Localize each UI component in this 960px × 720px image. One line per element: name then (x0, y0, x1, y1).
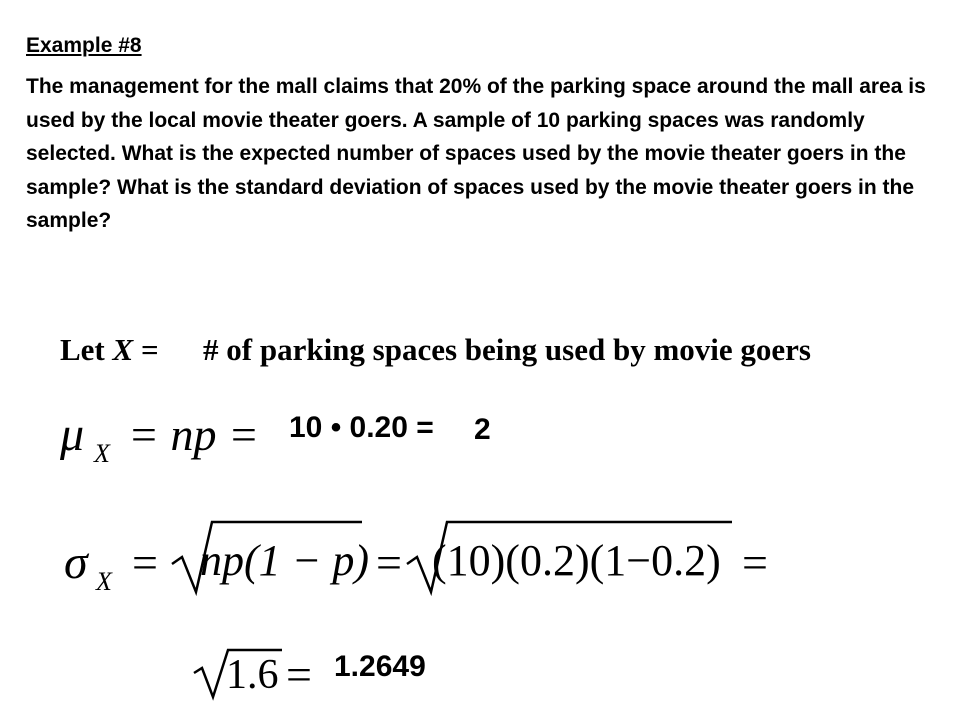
variable-x: X (112, 332, 134, 367)
example-title: Example #8 (26, 34, 142, 57)
mean-formula: = np = (128, 409, 260, 460)
mu-symbol: μ (60, 408, 85, 461)
sd-equals-3: = (742, 537, 768, 588)
sd-substituted-radicand: (10)(0.2)(1−0.2) (432, 536, 721, 585)
sd-equals-2: = (376, 537, 402, 588)
let-word: Let (60, 332, 105, 367)
std-dev-result: 1.2649 (334, 650, 426, 683)
sigma-symbol: σ (64, 536, 88, 589)
problem-statement: The management for the mall claims that 20% of the parking space around the mall area is used by the local movie theater goers. A sample of 10 parking spaces was randomly selected. What is the expected number of spaces used by the movie theater goers in the sample? What is the standard deviation of spaces used by the movie theater goers in the sample? (26, 75, 926, 233)
mean-result: 2 (474, 413, 491, 446)
sigma-subscript: X (96, 567, 112, 596)
sd-equals-1: = (132, 537, 158, 588)
variable-definition: # of parking spaces being used by movie goers (203, 332, 811, 367)
let-equals: = (140, 332, 159, 367)
sd-simplified-radicand: 1.6 (226, 652, 279, 698)
mean-calculation: 10 • 0.20 = (289, 411, 434, 444)
sd-equals-4: = (286, 649, 312, 700)
sd-formula-radicand: np(1 − p) (200, 536, 369, 585)
mu-subscript: X (94, 439, 110, 468)
